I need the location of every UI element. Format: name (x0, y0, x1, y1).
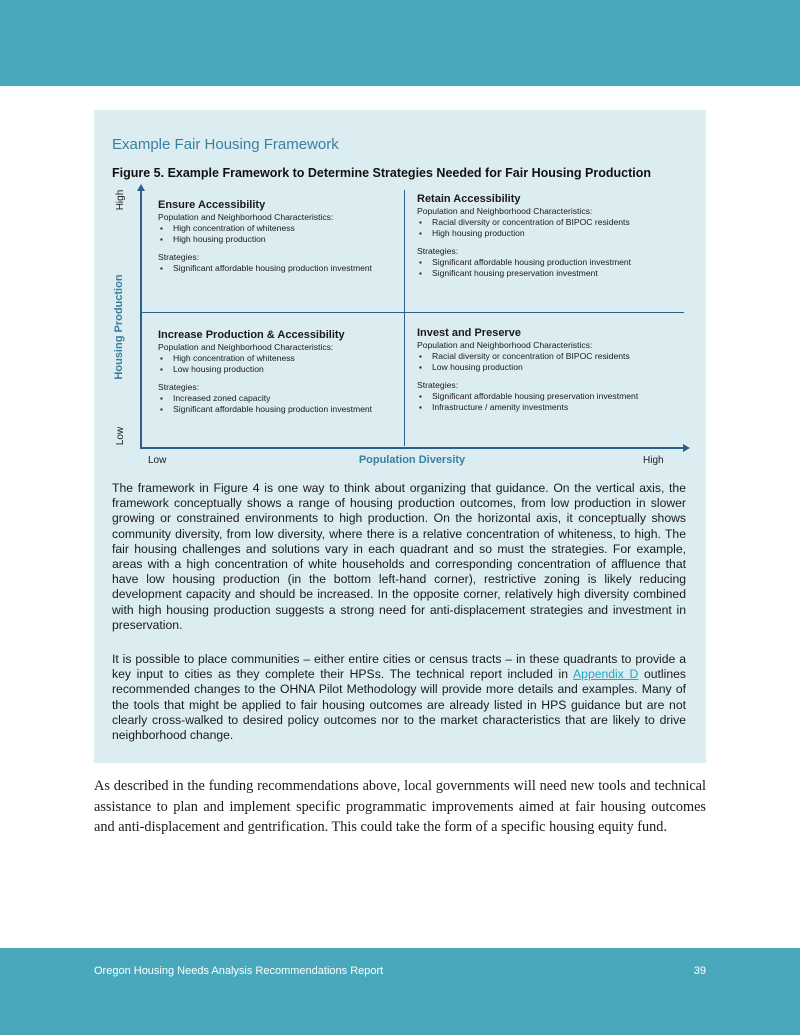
strategies-label: Strategies: (158, 382, 200, 392)
characteristics-label: Population and Neighborhood Characteristics: (417, 340, 593, 350)
x-axis-title: Population Diversity (358, 454, 466, 466)
quadrant-title: Retain Accessibility (417, 193, 521, 205)
list-item: ▪ Increased zoned capacity (158, 393, 408, 404)
list-item: ▪ Significant affordable housing production investment (417, 257, 679, 268)
body-paragraph: As described in the funding recommendations above, local governments will need new tools and technical assistance to plan and implement specific programmatic improvements aimed at fair housing outcomes and anti-displacement and gentrification. This could take the form of a specific housing equity fund. (94, 778, 706, 835)
characteristics-list (158, 223, 408, 245)
paragraph-text: It is possible to place communities – either entire cities or census tracts – in these quadrants to provide a key input to cities as they complete their HPSs. The technical report included in (112, 652, 686, 682)
list-item: ▪ Low housing production (158, 364, 408, 375)
list-item: ▪ Significant affordable housing production investment (158, 404, 408, 415)
strategies-label: Strategies: (417, 380, 459, 390)
characteristics-label: Population and Neighborhood Characteristics: (158, 212, 334, 222)
quadrant-increase-production (158, 328, 408, 415)
list-item: ▪ Infrastructure / amenity investments (417, 402, 679, 413)
list-item: ▪ High housing production (417, 228, 679, 239)
list-item: ▪ Significant affordable housing production investment (158, 263, 408, 274)
list-item: ▪ High housing production (158, 234, 408, 245)
list-item: ▪ Significant affordable housing preservation investment (417, 391, 679, 402)
list-item: ▪ High concentration of whiteness (158, 223, 408, 234)
characteristics-list (417, 217, 679, 239)
strategies-label: Strategies: (417, 246, 459, 256)
fair-housing-callout-box (94, 110, 706, 763)
appendix-d-link[interactable]: Appendix D (573, 667, 639, 682)
strategies-list (158, 393, 408, 415)
quadrant-invest-and-preserve (417, 326, 679, 413)
quadrant-divider-horizontal (142, 312, 684, 313)
strategies-list (417, 257, 679, 279)
paragraph-text: outlines recommended changes to the OHNA Pilot Methodology will provide more details and examples. Many of the tools that might be applied to fair housing outcomes are already listed in HPS guidance but are not clearly cross-walked to desired policy outcomes nor to the market characteristics that are likely to drive neighborhood change. (112, 667, 686, 743)
y-axis-high-label: High (115, 189, 126, 211)
figure-caption: Figure 5. Example Framework to Determine Strategies Needed for Fair Housing Production (112, 166, 652, 180)
characteristics-list (417, 351, 679, 373)
quadrant-title: Invest and Preserve (417, 327, 521, 339)
footer-band (0, 948, 800, 1035)
header-band (0, 0, 800, 86)
y-axis-title: Housing Production (113, 274, 125, 380)
characteristics-label: Population and Neighborhood Characteristics: (417, 206, 593, 216)
list-item: ▪ Racial diversity or concentration of BIPOC residents (417, 217, 679, 228)
page-number: 39 (693, 965, 706, 977)
quadrant-title: Ensure Accessibility (158, 199, 266, 211)
y-axis-line (140, 190, 142, 448)
footer-report-title: Oregon Housing Needs Analysis Recommendations Report (94, 965, 384, 977)
x-axis-line (140, 447, 684, 449)
framework-quadrant-chart (112, 186, 692, 474)
characteristics-list (158, 353, 408, 375)
x-axis-arrow-icon (683, 444, 690, 452)
list-item: ▪ Racial diversity or concentration of BIPOC residents (417, 351, 679, 362)
y-axis-low-label: Low (115, 426, 126, 446)
quadrant-retain-accessibility (417, 192, 679, 279)
strategies-label: Strategies: (158, 252, 200, 262)
quadrant-ensure-accessibility (158, 198, 408, 274)
list-item: ▪ Low housing production (417, 362, 679, 373)
list-item: ▪ High concentration of whiteness (158, 353, 408, 364)
quadrant-title: Increase Production & Accessibility (158, 329, 345, 341)
strategies-list (417, 391, 679, 413)
characteristics-label: Population and Neighborhood Characteristics: (158, 342, 334, 352)
list-item: ▪ Significant housing preservation investment (417, 268, 679, 279)
y-axis-arrow-icon (137, 184, 145, 191)
x-axis-high-label: High (643, 455, 664, 466)
framework-paragraph: The framework in Figure 4 is one way to think about organizing that guidance. On the vertical axis, the framework conceptually shows a range of housing production outcomes, from low production in slower growing or constrained environments to high production. On the horizontal axis, it conceptually shows community diversity, from low diversity, where there is a relative concentration of whiteness, to high. The fair housing challenges and solutions vary in each quadrant and so must the strategies. For example, areas with a high concentration of white households and corresponding concentration of affluence that have low housing production (in the bottom left-hand corner), restrictive zoning is likely reducing development capacity and should be increased. In the opposite corner, relatively high diversity combined with high housing production suggests a strong need for anti-displacement strategies and investment in preservation. (112, 481, 686, 632)
callout-title: Example Fair Housing Framework (112, 136, 339, 153)
strategies-list (158, 263, 408, 274)
quadrant-placement-paragraph (112, 652, 686, 743)
x-axis-low-label: Low (148, 455, 167, 466)
